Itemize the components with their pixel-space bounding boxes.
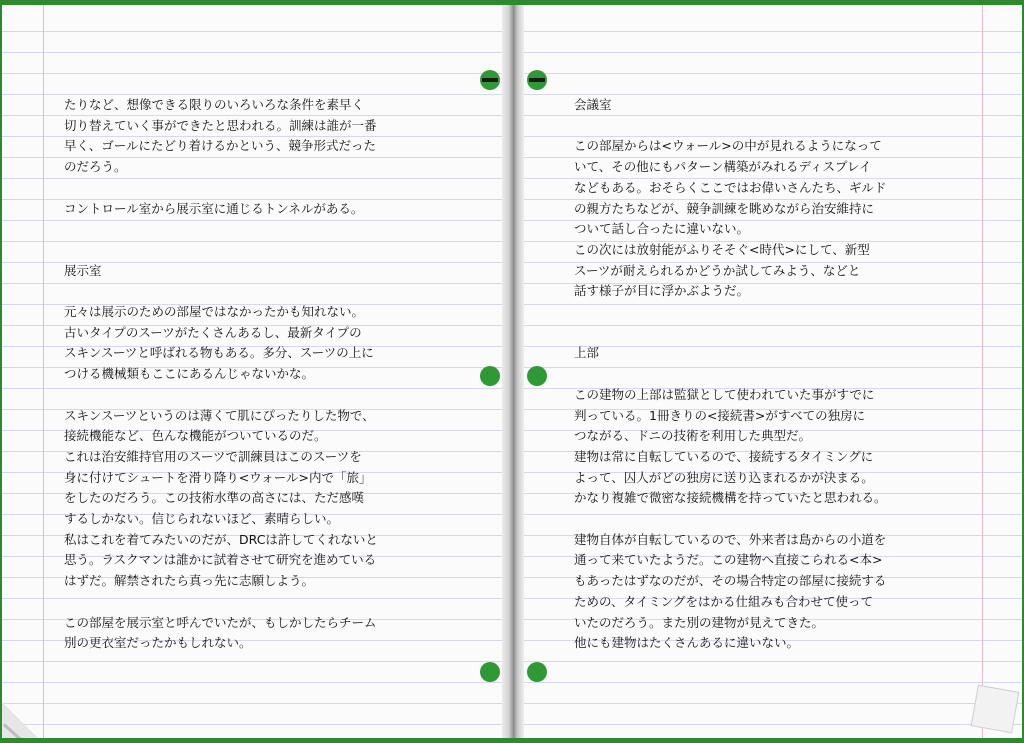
right-page-line: かなり複雑で微密な接続機構を持っていたと思われる。 <box>574 490 887 506</box>
binding-hole-icon <box>480 366 500 386</box>
page-curl-right-icon <box>971 685 1020 734</box>
right-page-text <box>574 95 887 654</box>
left-page-line <box>64 178 378 199</box>
binding-hole-icon <box>527 662 547 682</box>
left-page-line <box>64 219 378 240</box>
left-page-line <box>64 592 378 613</box>
page-curl-corner-icon <box>2 702 38 738</box>
left-page-text <box>64 95 378 654</box>
left-page-line: はずだ。解禁されたら真っ先に志願しよう。 <box>64 573 315 589</box>
right-page-line: 他にも建物はたくさんあるに違いない。 <box>574 635 800 651</box>
left-page-line: をしたのだろう。この技術水準の高さには、ただ感嘆 <box>64 490 365 506</box>
right-page-line: 上部 <box>574 345 600 361</box>
right-page-line <box>574 509 887 530</box>
right-page-line: ついて話し合ったに違いない。 <box>574 221 750 237</box>
left-page-line: 別の更衣室だったかもしれない。 <box>64 635 252 651</box>
left-page-line: するしかない。信じられないほど、素晴らしい。 <box>64 511 340 527</box>
left-page-line: 早く、ゴールにたどり着けるかという、競争形式だった <box>64 138 377 154</box>
right-page-line: つながる、ドニの技術を利用した典型だ。 <box>574 428 812 444</box>
left-page-line: 古いタイプのスーツがたくさんあるし、最新タイプの <box>64 324 362 340</box>
left-page <box>2 5 510 738</box>
binding-ring-icon <box>480 70 500 90</box>
right-page-line: 判っている。1冊きりの<接続書>がすべての独房に <box>574 407 866 423</box>
left-page-line: 身に付けてシュートを滑り降り<ウォール>内で「旅」 <box>64 469 372 485</box>
right-page-line: ための、タイミングをはかる仕組みも合わせて使って <box>574 593 874 609</box>
left-page-line: 私はこれを着てみたいのだが、DRCは許してくれないと <box>64 531 378 547</box>
right-page-line: もあったはずなのだが、その場合特定の部屋に接続する <box>574 573 887 589</box>
right-page-line: 話す様子が目に浮かぶようだ。 <box>574 283 750 299</box>
right-page <box>516 5 1022 738</box>
right-page-line <box>574 116 887 137</box>
right-page-line <box>574 364 887 385</box>
left-page-line <box>64 385 378 406</box>
left-page-line: 思う。ラスクマンは誰かに試着させて研究を進めている <box>64 552 377 568</box>
right-page-line: 会議室 <box>574 97 612 112</box>
right-page-line: この建物の上部は監獄として使われていた事がすでに <box>574 386 875 402</box>
left-page-line: 切り替えていく事ができたと思われる。訓練は誰が一番 <box>64 117 377 133</box>
left-page-line: つける機械類もここにあるんじゃないかな。 <box>64 366 315 382</box>
left-page-line: コントロール室から展示室に通じるトンネルがある。 <box>64 200 364 216</box>
left-page-line: スキンスーツと呼ばれる物もある。多分、スーツの上に <box>64 345 374 361</box>
right-page-line: スーツが耐えられるかどうか試してみよう、などと <box>574 262 861 278</box>
right-page-line: よって、囚人がどの独房に送り込まれるかが決まる。 <box>574 469 874 485</box>
left-page-line <box>64 281 378 302</box>
right-page-line: 建物自体が自転しているので、外来者は島からの小道を <box>574 531 887 547</box>
right-page-line <box>574 302 887 323</box>
left-page-line: これは治安維持官用のスーツで訓練員はこのスーツを <box>64 448 362 464</box>
right-page-line: の親方たちなどが、競争訓練を眺めながら治安維持に <box>574 200 875 216</box>
left-page-line: 接続機能など、色んな機能がついているのだ。 <box>64 428 327 444</box>
left-page-line: この部屋を展示室と呼んでいたが、もしかしたらチーム <box>64 614 377 630</box>
binding-hole-icon <box>480 662 500 682</box>
right-page-line: 建物は常に自転しているので、接続するタイミングに <box>574 448 874 464</box>
left-page-line: たりなど、想像できる限りのいろいろな条件を素早く <box>64 97 365 112</box>
left-page-line: 元々は展示のための部屋ではなかったかも知れない。 <box>64 304 365 320</box>
left-page-line: 展示室 <box>64 262 102 278</box>
left-page-line <box>64 240 378 261</box>
left-page-line: のだろう。 <box>64 159 127 175</box>
left-page-line: スキンスーツというのは薄くて肌にぴったりした物で、 <box>64 407 375 423</box>
right-page-line: などもある。おそらくここではお偉いさんたち、ギルド <box>574 179 887 195</box>
right-page-line: この部屋からは<ウォール>の中が見れるようになって <box>574 138 882 154</box>
binding-ring-icon <box>527 70 547 90</box>
left-margin-line <box>43 5 44 738</box>
book-spine <box>502 5 524 738</box>
right-page-line: この次には放射能がふりそそぐ<時代>にして、新型 <box>574 241 870 257</box>
right-page-line: 通って来ていたようだ。この建物へ直接こられる<本> <box>574 552 883 568</box>
right-page-line: いたのだろう。また別の建物が見えてきた。 <box>574 614 825 630</box>
binding-hole-icon <box>527 366 547 386</box>
right-page-line <box>574 323 887 344</box>
right-page-line: いて、その他にもパターン構築がみれるディスプレイ <box>574 159 872 175</box>
right-margin-line <box>982 5 983 738</box>
